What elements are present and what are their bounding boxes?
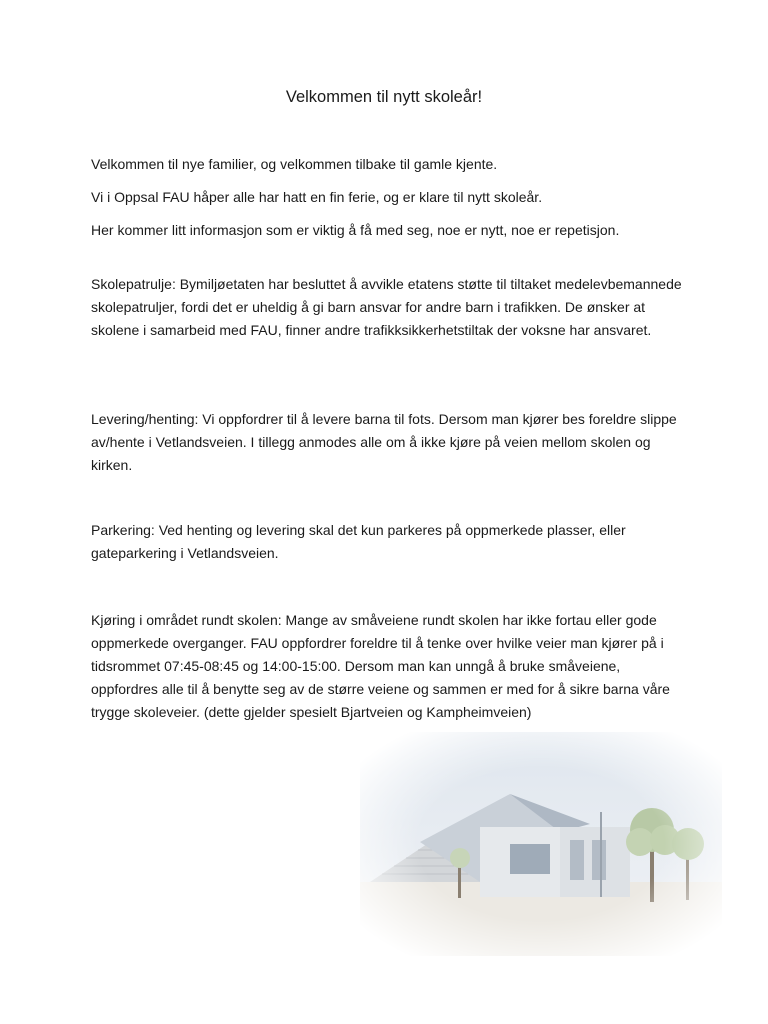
school-building-photo — [360, 732, 722, 956]
paragraph-greeting: Vi i Oppsal FAU håper alle har hatt en fin ferie, og er klare til nytt skoleår. — [91, 189, 543, 205]
page-title: Velkommen til nytt skoleår! — [285, 88, 483, 106]
paragraph-kjoring: Kjøring i området rundt skolen: Mange av småveiene rundt skolen har ikke fortau eller gode oppmerkede overganger. FAU oppfordrer foreldre til å tenke over hvilke veier man kjører på i tidsrommet 07:45-08:45 og 14:00-15:00. Dersom man kan unngå å bruke småveiene, oppfordres alle til å benytte seg av de større veiene og sammen er med for å sikre barna våre trygge skoleveier. (dette gjelder spesielt Bjartveien og Kampheimveien) — [91, 612, 670, 720]
paragraph-parkering: Parkering: Ved henting og levering skal det kun parkeres på oppmerkede plasser, eller gateparkering i Vetlandsveien. — [91, 522, 626, 561]
paragraph-levering-henting: Levering/henting: Vi oppfordrer til å levere barna til fots. Dersom man kjører bes foreldre slippe av/hente i Vetlandsveien. I tillegg anmodes alle om å ikke kjøre på veien mellom skolen og kirken. — [91, 411, 677, 473]
paragraph-welcome: Velkommen til nye familier, og velkommen tilbake til gamle kjente. — [91, 156, 498, 172]
paragraph-intro: Her kommer litt informasjon som er viktig å få med seg, noe er nytt, noe er repetisjon. — [91, 222, 620, 238]
paragraph-skolepatrulje: Skolepatrulje: Bymiljøetaten har besluttet å avvikle etatens støtte til tiltaket medelevbemannede skolepatruljer, fordi det er uheldig å gi barn ansvar for andre barn i trafikken. De ønsker at skolene i samarbeid med FAU, finner andre trafikksikkerhetstiltak der voksne har ansvaret. — [91, 276, 682, 338]
